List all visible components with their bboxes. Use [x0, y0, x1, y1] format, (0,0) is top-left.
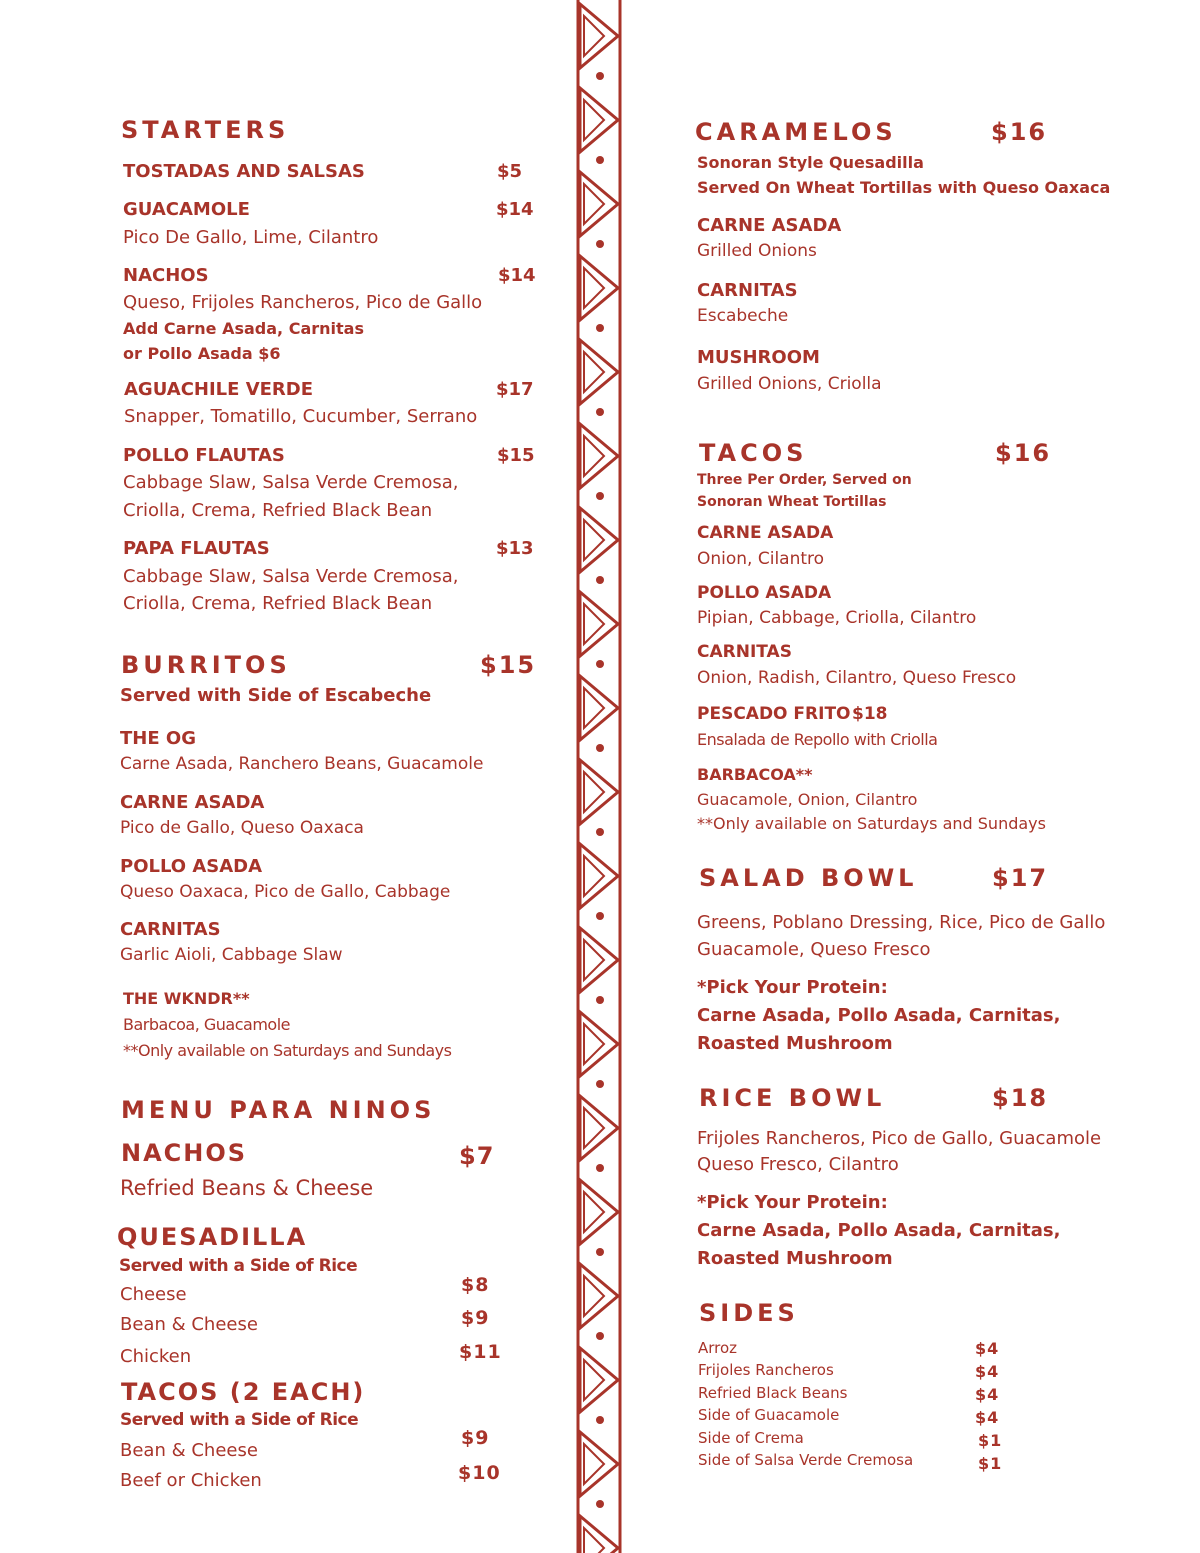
burrito-desc: Garlic Aioli, Cabbage Slaw — [120, 945, 343, 965]
starter-name: GUACAMOLE — [123, 199, 250, 220]
burrito-note: **Only available on Saturdays and Sundays — [123, 1041, 452, 1060]
rice-bowl-proteins: Carne Asada, Pollo Asada, Carnitas, — [697, 1220, 1061, 1241]
tacos-item-name: POLLO ASADA — [697, 583, 832, 603]
starter-price: $14 — [498, 265, 536, 286]
kids-quesadilla-price: $11 — [459, 1341, 502, 1363]
side-name: Side of Guacamole — [698, 1406, 840, 1424]
tacos-item-name: PESCADO FRITO — [697, 704, 851, 724]
kids-nachos-price: $7 — [459, 1142, 495, 1170]
side-name: Refried Black Beans — [698, 1384, 848, 1402]
side-price: $1 — [978, 1454, 1003, 1473]
sides-title: SIDES — [699, 1299, 799, 1327]
starter-name: NACHOS — [123, 265, 209, 286]
kids-quesadilla-option: Cheese — [120, 1284, 187, 1305]
starter-desc: Snapper, Tomatillo, Cucumber, Serrano — [124, 406, 478, 427]
burrito-desc: Pico de Gallo, Queso Oaxaca — [120, 818, 364, 838]
starter-name: AGUACHILE VERDE — [124, 379, 314, 400]
tacos-item-desc: Onion, Radish, Cilantro, Queso Fresco — [697, 668, 1017, 688]
caramelos-item-desc: Grilled Onions — [697, 241, 817, 261]
caramelos-price: $16 — [991, 118, 1048, 146]
tacos-item-desc: Onion, Cilantro — [697, 549, 825, 569]
starter-price: $15 — [497, 445, 535, 466]
starter-price: $5 — [497, 161, 523, 182]
burrito-name: CARNITAS — [120, 919, 221, 940]
tacos-item-desc: Guacamole, Onion, Cilantro — [697, 790, 918, 809]
burrito-desc: Barbacoa, Guacamole — [123, 1015, 290, 1034]
kids-quesadilla-price: $9 — [461, 1307, 490, 1329]
caramelos-item-name: MUSHROOM — [697, 347, 820, 368]
caramelos-item-name: CARNE ASADA — [697, 215, 842, 236]
kids-tacos-name: TACOS (2 EACH) — [121, 1378, 366, 1406]
starter-note: Add Carne Asada, Carnitas — [123, 319, 364, 338]
starter-desc: Criolla, Crema, Refried Black Bean — [123, 593, 433, 614]
rice-bowl-desc: Frijoles Rancheros, Pico de Gallo, Guacamole — [697, 1128, 1102, 1149]
burritos-price: $15 — [480, 651, 537, 679]
kids-nachos-desc: Refried Beans & Cheese — [120, 1176, 374, 1200]
salad-bowl-proteins: Roasted Mushroom — [697, 1033, 893, 1054]
starter-note: or Pollo Asada $6 — [123, 344, 281, 363]
caramelos-item-name: CARNITAS — [697, 280, 798, 301]
caramelos-subtitle: Served On Wheat Tortillas with Queso Oaxaca — [697, 178, 1111, 197]
side-price: $4 — [975, 1408, 1000, 1427]
starter-name: POLLO FLAUTAS — [123, 445, 285, 466]
kids-tacos-option: Bean & Cheese — [120, 1440, 258, 1461]
caramelos-item-desc: Grilled Onions, Criolla — [697, 374, 882, 394]
kids-quesadilla-name: QUESADILLA — [117, 1223, 308, 1251]
kids-quesadilla-subtitle: Served with a Side of Rice — [119, 1256, 358, 1276]
tacos-item-name: CARNE ASADA — [697, 523, 834, 543]
burrito-desc: Queso Oaxaca, Pico de Gallo, Cabbage — [120, 882, 451, 902]
starters-title: STARTERS — [121, 116, 290, 144]
kids-tacos-price: $10 — [458, 1462, 501, 1484]
tacos-title: TACOS — [699, 439, 808, 467]
tacos-subtitle: Three Per Order, Served on — [697, 472, 912, 488]
kids-tacos-price: $9 — [461, 1427, 490, 1449]
caramelos-title: CARAMELOS — [695, 118, 897, 146]
kids-quesadilla-price: $8 — [461, 1274, 490, 1296]
starter-desc: Queso, Frijoles Rancheros, Pico de Gallo — [123, 292, 483, 313]
tacos-item-desc: Pipian, Cabbage, Criolla, Cilantro — [697, 608, 977, 628]
kids-quesadilla-option: Chicken — [120, 1346, 192, 1367]
kids-nachos-name: NACHOS — [121, 1139, 248, 1167]
tacos-item-name: BARBACOA** — [697, 765, 813, 784]
tacos-item-name: CARNITAS — [697, 642, 792, 662]
burrito-name: POLLO ASADA — [120, 856, 263, 877]
rice-bowl-price: $18 — [992, 1084, 1049, 1112]
starter-name: PAPA FLAUTAS — [123, 538, 270, 559]
salad-bowl-proteins: Carne Asada, Pollo Asada, Carnitas, — [697, 1005, 1061, 1026]
side-price: $1 — [978, 1431, 1003, 1450]
salad-bowl-desc: Guacamole, Queso Fresco — [697, 939, 931, 960]
caramelos-item-desc: Escabeche — [697, 306, 789, 326]
rice-bowl-proteins: Roasted Mushroom — [697, 1248, 893, 1269]
side-name: Arroz — [698, 1339, 738, 1357]
side-price: $4 — [975, 1362, 1000, 1381]
tacos-item-desc: Ensalada de Repollo with Criolla — [697, 730, 938, 749]
starter-desc: Cabbage Slaw, Salsa Verde Cremosa, — [123, 566, 459, 587]
starter-desc: Pico De Gallo, Lime, Cilantro — [123, 227, 379, 248]
rice-bowl-desc: Queso Fresco, Cilantro — [697, 1154, 899, 1175]
side-name: Frijoles Rancheros — [698, 1361, 834, 1379]
starter-desc: Cabbage Slaw, Salsa Verde Cremosa, — [123, 472, 459, 493]
burritos-subtitle: Served with Side of Escabeche — [120, 685, 432, 706]
tacos-price: $16 — [995, 439, 1052, 467]
kids-menu-title: MENU PARA NINOS — [121, 1096, 436, 1124]
side-price: $4 — [975, 1339, 1000, 1358]
starter-name: TOSTADAS AND SALSAS — [123, 161, 365, 182]
burrito-name: CARNE ASADA — [120, 792, 265, 813]
rice-bowl-title: RICE BOWL — [699, 1084, 886, 1112]
kids-tacos-option: Beef or Chicken — [120, 1470, 262, 1491]
burrito-desc: Carne Asada, Ranchero Beans, Guacamole — [120, 754, 484, 774]
kids-tacos-subtitle: Served with a Side of Rice — [120, 1410, 359, 1430]
salad-bowl-pick: *Pick Your Protein: — [697, 977, 888, 998]
caramelos-subtitle: Sonoran Style Quesadilla — [697, 153, 924, 172]
tribal-pattern-divider — [574, 0, 626, 1553]
starter-price: $17 — [496, 379, 534, 400]
starter-price: $13 — [496, 538, 534, 559]
tacos-item-price: $18 — [852, 704, 888, 724]
starter-desc: Criolla, Crema, Refried Black Bean — [123, 500, 433, 521]
burrito-name: THE OG — [120, 728, 196, 749]
side-price: $4 — [975, 1385, 1000, 1404]
salad-bowl-desc: Greens, Poblano Dressing, Rice, Pico de Gallo — [697, 912, 1106, 933]
burrito-name: THE WKNDR** — [123, 989, 250, 1008]
side-name: Side of Crema — [698, 1429, 804, 1447]
salad-bowl-title: SALAD BOWL — [699, 864, 918, 892]
salad-bowl-price: $17 — [992, 864, 1049, 892]
starter-price: $14 — [496, 199, 534, 220]
tacos-item-note: **Only available on Saturdays and Sundays — [697, 814, 1046, 833]
side-name: Side of Salsa Verde Cremosa — [698, 1451, 914, 1469]
burritos-title: BURRITOS — [121, 651, 291, 679]
rice-bowl-pick: *Pick Your Protein: — [697, 1192, 888, 1213]
tacos-subtitle: Sonoran Wheat Tortillas — [697, 494, 887, 510]
kids-quesadilla-option: Bean & Cheese — [120, 1314, 258, 1335]
